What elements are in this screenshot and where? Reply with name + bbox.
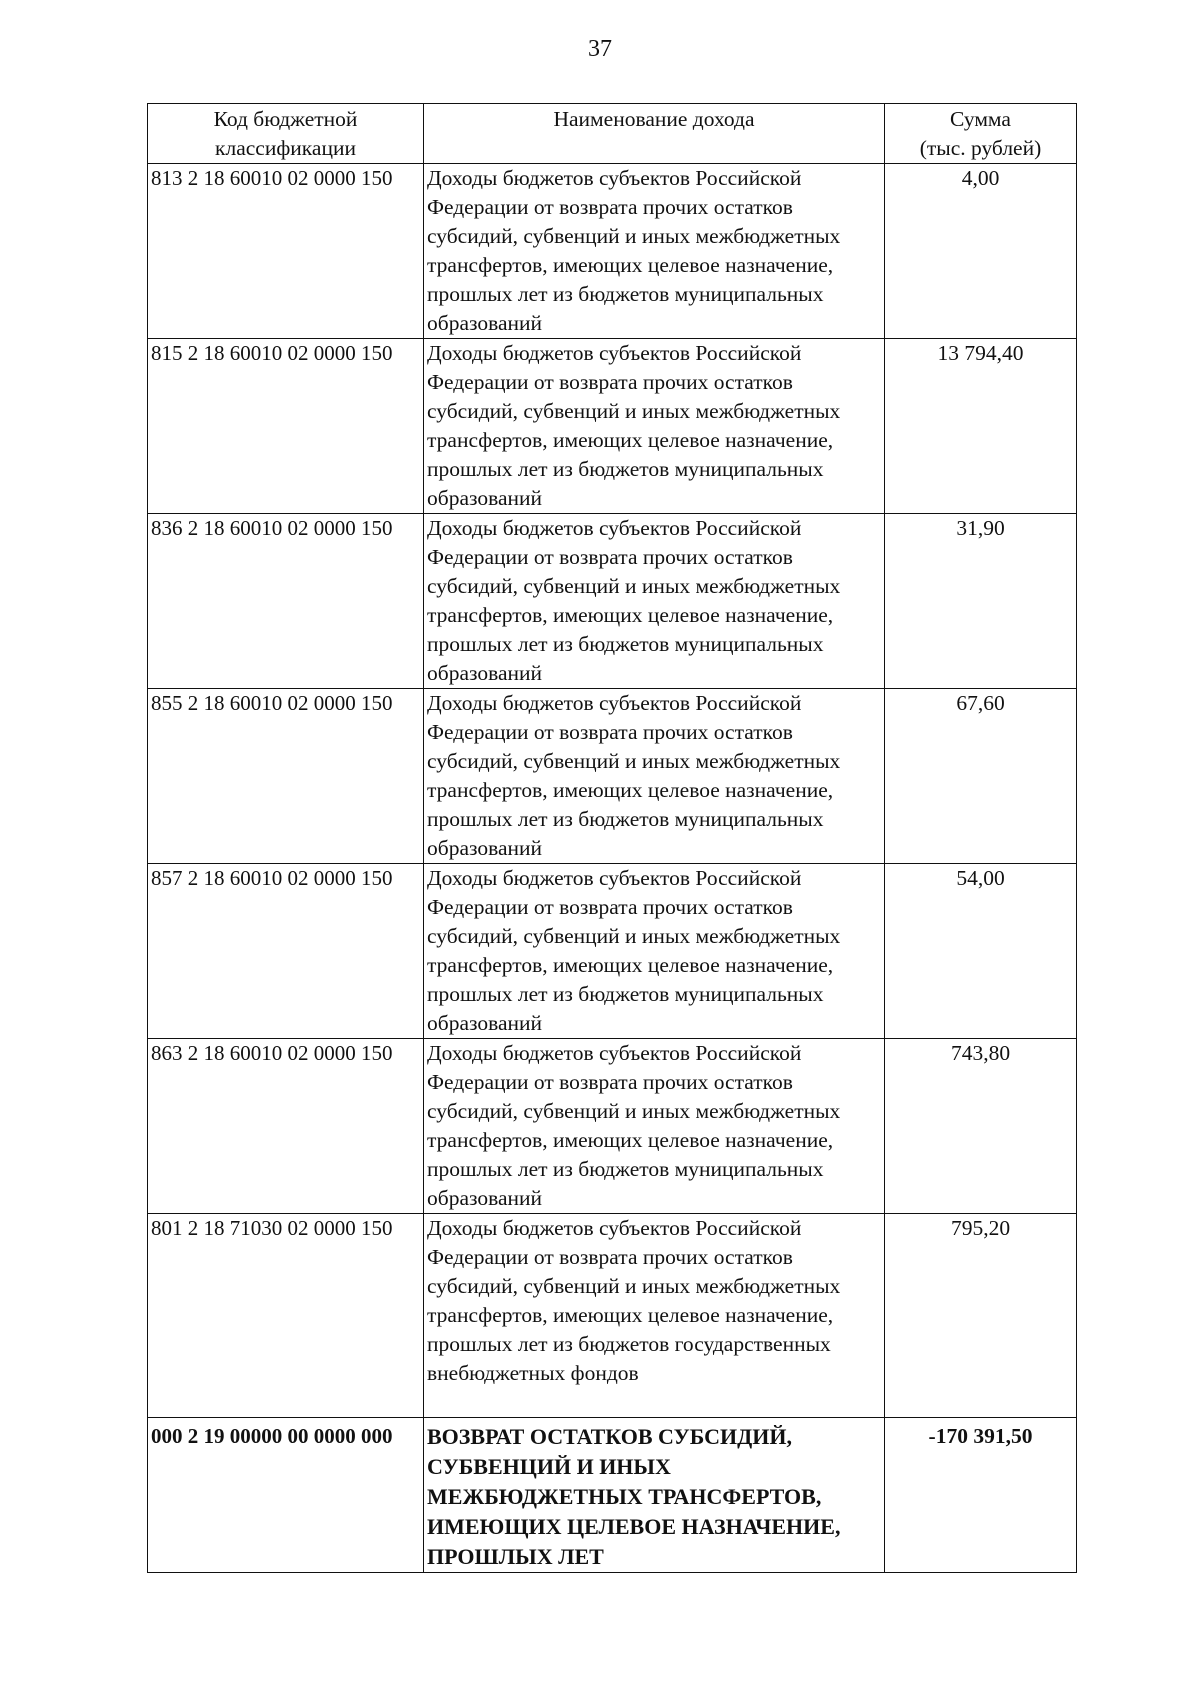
row-name-line: Доходы бюджетов субъектов Российской (427, 866, 802, 890)
row-sum: 67,60 (885, 689, 1077, 864)
row-name-line: субсидий, субвенций и иных межбюджетных (427, 924, 841, 948)
total-code: 000 2 19 00000 00 0000 000 (148, 1418, 424, 1573)
total-name-line: ИМЕЮЩИХ ЦЕЛЕВОЕ НАЗНАЧЕНИЕ, (427, 1514, 841, 1539)
header-sum-line: (тыс. рублей) (919, 136, 1042, 160)
budget-income-table (147, 103, 1077, 1573)
page-number: 37 (588, 36, 612, 62)
header-code-line: Код бюджетной (213, 107, 358, 131)
row-name-line: прошлых лет из бюджетов муниципальных (427, 982, 824, 1006)
total-name-line: СУБВЕНЦИЙ И ИНЫХ (427, 1454, 671, 1479)
header-name-text: Наименование дохода (553, 107, 755, 131)
table-row (148, 1214, 1077, 1418)
row-name-line: образований (427, 1186, 543, 1210)
header-code-line: классификации (215, 136, 356, 160)
row-name-line: Доходы бюджетов субъектов Российской (427, 166, 802, 190)
row-name-line: Доходы бюджетов субъектов Российской (427, 1216, 802, 1240)
row-name-line: субсидий, субвенций и иных межбюджетных (427, 574, 841, 598)
header-name (424, 104, 885, 164)
row-sum: 4,00 (885, 164, 1077, 339)
row-name-line: прошлых лет из бюджетов муниципальных (427, 632, 824, 656)
row-name-line: трансфертов, имеющих целевое назначение, (427, 953, 834, 977)
header-sum-line: Сумма (950, 107, 1011, 131)
row-name-line: образований (427, 1011, 543, 1035)
row-name-line: образований (427, 311, 543, 335)
row-name-line: Доходы бюджетов субъектов Российской (427, 691, 802, 715)
total-name-line: ВОЗВРАТ ОСТАТКОВ СУБСИДИЙ, (427, 1424, 792, 1449)
row-name-line: внебюджетных фондов (427, 1361, 639, 1385)
table-row (148, 689, 1077, 864)
row-name-line: прошлых лет из бюджетов государственных (427, 1332, 831, 1356)
row-name-line: трансфертов, имеющих целевое назначение, (427, 428, 834, 452)
row-name-line: трансфертов, имеющих целевое назначение, (427, 1128, 834, 1152)
row-name (424, 514, 885, 689)
row-name-line: субсидий, субвенций и иных межбюджетных (427, 1099, 841, 1123)
row-code: 855 2 18 60010 02 0000 150 (148, 689, 424, 864)
row-name-line: прошлых лет из бюджетов муниципальных (427, 1157, 824, 1181)
table-row (148, 164, 1077, 339)
total-sum: -170 391,50 (885, 1418, 1077, 1573)
row-sum: 795,20 (885, 1214, 1077, 1418)
row-name (424, 864, 885, 1039)
row-name (424, 689, 885, 864)
row-code: 813 2 18 60010 02 0000 150 (148, 164, 424, 339)
row-sum: 743,80 (885, 1039, 1077, 1214)
row-name-line: образований (427, 486, 543, 510)
header-sum (885, 104, 1077, 164)
header-code (148, 104, 424, 164)
row-name-line: трансфертов, имеющих целевое назначение, (427, 778, 834, 802)
row-name (424, 1039, 885, 1214)
row-name-line: образований (427, 836, 543, 860)
row-code: 857 2 18 60010 02 0000 150 (148, 864, 424, 1039)
total-name-line: ПРОШЛЫХ ЛЕТ (427, 1544, 604, 1569)
table-total-row (148, 1418, 1077, 1573)
row-code: 801 2 18 71030 02 0000 150 (148, 1214, 424, 1418)
row-name-line: Доходы бюджетов субъектов Российской (427, 1041, 802, 1065)
row-sum: 54,00 (885, 864, 1077, 1039)
row-name-line: Федерации от возврата прочих остатков (427, 370, 793, 394)
total-name (424, 1418, 885, 1573)
row-name-line: Федерации от возврата прочих остатков (427, 1070, 793, 1094)
row-name-line: Федерации от возврата прочих остатков (427, 195, 793, 219)
row-name-line: прошлых лет из бюджетов муниципальных (427, 807, 824, 831)
row-sum: 31,90 (885, 514, 1077, 689)
row-name-line: Федерации от возврата прочих остатков (427, 720, 793, 744)
row-code: 863 2 18 60010 02 0000 150 (148, 1039, 424, 1214)
row-code: 836 2 18 60010 02 0000 150 (148, 514, 424, 689)
row-name-line: Федерации от возврата прочих остатков (427, 1245, 793, 1269)
row-name-line: Федерации от возврата прочих остатков (427, 895, 793, 919)
row-name-line: прошлых лет из бюджетов муниципальных (427, 457, 824, 481)
table-row (148, 339, 1077, 514)
row-name-line: субсидий, субвенций и иных межбюджетных (427, 1274, 841, 1298)
row-name-line: образований (427, 661, 543, 685)
row-name-line: Доходы бюджетов субъектов Российской (427, 341, 802, 365)
row-name-line: Доходы бюджетов субъектов Российской (427, 516, 802, 540)
row-code: 815 2 18 60010 02 0000 150 (148, 339, 424, 514)
row-name-line: трансфертов, имеющих целевое назначение, (427, 1303, 834, 1327)
total-name-line: МЕЖБЮДЖЕТНЫХ ТРАНСФЕРТОВ, (427, 1484, 822, 1509)
row-name (424, 164, 885, 339)
row-name-line: субсидий, субвенций и иных межбюджетных (427, 749, 841, 773)
row-name-line: субсидий, субвенций и иных межбюджетных (427, 224, 841, 248)
row-name-line: трансфертов, имеющих целевое назначение, (427, 603, 834, 627)
row-name-line: Федерации от возврата прочих остатков (427, 545, 793, 569)
table-row (148, 864, 1077, 1039)
row-name-line: субсидий, субвенций и иных межбюджетных (427, 399, 841, 423)
table-row (148, 514, 1077, 689)
row-name-line: прошлых лет из бюджетов муниципальных (427, 282, 824, 306)
table-header-row (148, 104, 1077, 164)
row-name-line: трансфертов, имеющих целевое назначение, (427, 253, 834, 277)
row-name (424, 1214, 885, 1418)
row-sum: 13 794,40 (885, 339, 1077, 514)
row-name (424, 339, 885, 514)
table-row (148, 1039, 1077, 1214)
